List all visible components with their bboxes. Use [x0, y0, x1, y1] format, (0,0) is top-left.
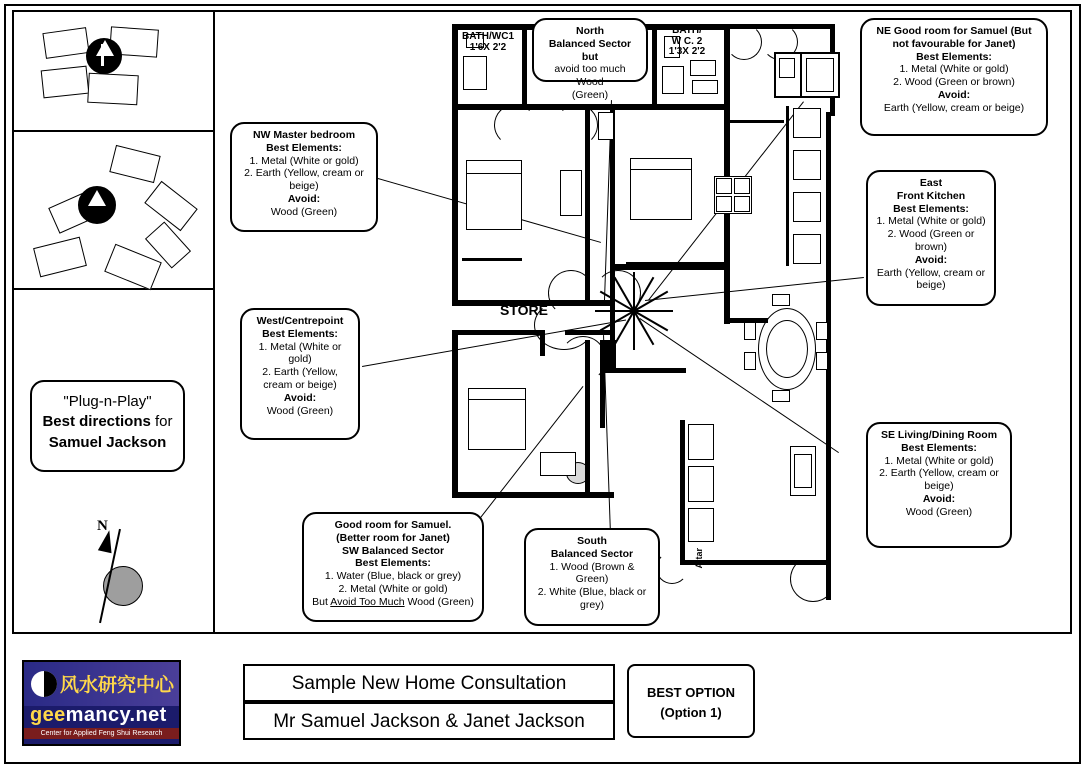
best-option-badge — [627, 664, 755, 738]
plug-line-3: Samuel Jackson — [48, 433, 167, 451]
callout-title-2: (Better room for Janet) — [336, 531, 450, 544]
callout-north — [532, 18, 648, 101]
callout-avoid: Earth (Yellow, cream or beige) — [876, 266, 986, 292]
callout-avoid-label: Avoid: — [287, 192, 321, 205]
callout-item: 2. Metal (White or gold) — [338, 582, 448, 595]
callout-sw-samuel — [302, 512, 484, 622]
callout-title-2: Front Kitchen — [896, 189, 966, 202]
callout-subtitle: Balanced Sector but — [548, 37, 632, 63]
label-bath-wc2: BATH/ W C. 2 1'3X 2'2 — [668, 25, 706, 57]
sidebar-rule-2 — [12, 288, 215, 290]
callout-item: 2. White (Blue, black or grey) — [537, 586, 647, 611]
compass-north-label: N — [97, 518, 108, 534]
callout-subtitle: Best Elements: — [262, 327, 338, 340]
callout-title: SE Living/Dining Room — [880, 429, 998, 441]
callout-item: (Green) — [571, 88, 609, 101]
consultation-title: Sample New Home Consultation — [243, 664, 615, 702]
callout-note-prefix: But — [312, 595, 331, 608]
callout-subtitle: Best Elements: — [916, 50, 992, 63]
best-option-line-1: BEST OPTION — [646, 685, 736, 700]
plug-line-2: Best directions — [42, 413, 151, 431]
plug-line-2b: for — [150, 413, 173, 431]
sidebar-rule-1 — [12, 130, 215, 132]
callout-avoid-label: Avoid: — [922, 492, 956, 505]
label-store: STORE — [500, 302, 548, 318]
callout-nw-master — [230, 122, 378, 232]
geomancy-logo[interactable] — [22, 660, 181, 746]
logo-banner — [24, 662, 179, 706]
client-names: Mr Samuel Jackson & Janet Jackson — [243, 702, 615, 740]
callout-avoid: Wood (Green) — [270, 205, 338, 218]
callout-ne-samuel — [860, 18, 1048, 136]
callout-item: 2. Earth (Yellow, cream or beige) — [879, 467, 999, 493]
callout-title: Good room for Samuel. — [334, 519, 452, 531]
callout-title: West/Centrepoint — [256, 315, 344, 327]
callout-note-underline: Avoid Too Much — [330, 595, 405, 608]
centrepoint-star — [595, 272, 673, 350]
callout-subtitle: Best Elements: — [266, 141, 342, 154]
callout-avoid: Earth (Yellow, cream or beige) — [883, 101, 1025, 114]
callout-se-living — [866, 422, 1012, 548]
callout-subtitle: Best Elements: — [893, 202, 969, 215]
callout-title: NE Good room for Samuel (But not favourable for Janet) — [876, 25, 1032, 50]
compass-rose — [85, 520, 165, 610]
callout-title: North — [576, 25, 604, 37]
callout-title: South — [577, 535, 607, 547]
callout-item: 1. Metal (White or gold) — [258, 340, 342, 366]
logo-chinese-text: 风水研究中心 — [60, 674, 175, 696]
callout-item: 1. Wood (Brown & Green) — [549, 560, 635, 586]
callout-item: 1. Metal (White or gold) — [899, 63, 1009, 76]
callout-subtitle: Balanced Sector — [550, 547, 634, 560]
callout-avoid-label: Avoid: — [914, 253, 948, 266]
callout-item: 2. Wood (Green or brown) — [887, 228, 975, 253]
best-option-line-2: (Option 1) — [660, 704, 722, 720]
callout-east-kitchen — [866, 170, 996, 306]
callout-title: East — [919, 177, 943, 189]
callout-title: NW Master bedroom — [252, 129, 356, 141]
yin-yang-icon — [31, 671, 57, 697]
callout-item: avoid too much Wood — [554, 63, 626, 89]
callout-avoid: Wood (Green) — [905, 505, 973, 518]
callout-item: 2. Wood (Green or brown) — [893, 76, 1015, 89]
callout-item: 2. Earth (Yellow, cream or beige) — [244, 167, 364, 193]
label-altar: Altar — [694, 548, 704, 569]
callout-avoid-label: Avoid: — [283, 391, 317, 404]
logo-site-name — [30, 704, 167, 727]
callout-south — [524, 528, 660, 626]
logo-tagline: Center for Applied Feng Shui Research — [24, 728, 179, 739]
label-bath-wc1: BATH/WC1 1'6X 2'2 — [461, 31, 515, 53]
plug-n-play-box — [30, 380, 185, 472]
callout-note — [310, 596, 476, 609]
callout-item: 2. Earth (Yellow, cream or beige) — [262, 366, 338, 391]
plug-line-1: "Plug-n-Play" — [63, 393, 152, 410]
callout-subtitle: Best Elements: — [355, 557, 431, 570]
logo-site-mancy: mancy.net — [65, 704, 167, 726]
callout-avoid: Wood (Green) — [266, 404, 334, 417]
callout-item: 1. Water (Blue, black or grey) — [324, 570, 462, 583]
callout-item: 1. Metal (White or gold) — [249, 154, 359, 167]
callout-west-centrepoint — [240, 308, 360, 440]
logo-site-gee: gee — [30, 704, 66, 726]
callout-subtitle: Best Elements: — [901, 441, 977, 454]
callout-item: 1. Metal (White or gold) — [876, 215, 986, 228]
callout-item: 1. Metal (White or gold) — [884, 454, 994, 467]
callout-note-suffix: Wood (Green) — [404, 595, 474, 608]
callout-title-3: SW Balanced Sector — [341, 544, 445, 557]
callout-avoid-label: Avoid: — [937, 88, 971, 101]
